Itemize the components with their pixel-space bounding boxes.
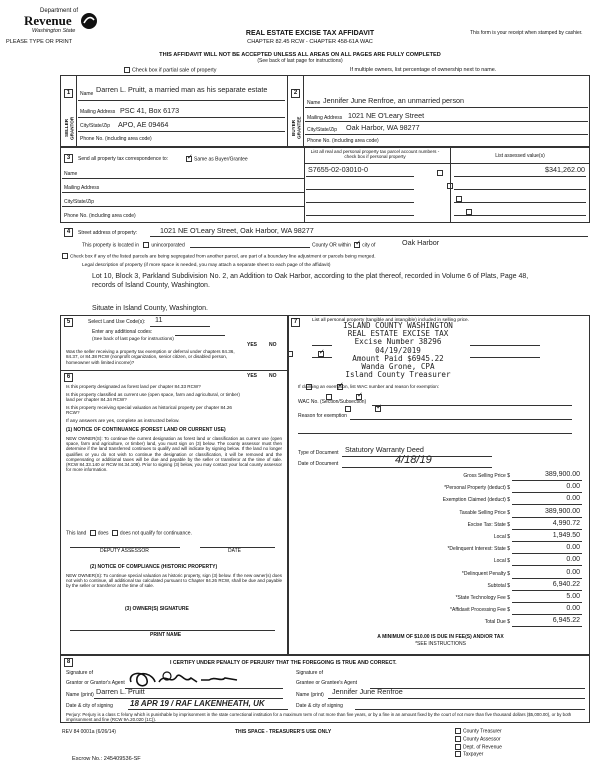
personal-property-label: List all personal property (tangible and intangible) included in selling price. xyxy=(312,318,470,323)
tax-row-value: 5.00 xyxy=(566,593,580,600)
grantee-name: Jennifer June Renfroe xyxy=(332,687,403,696)
copy-county-assessor xyxy=(455,736,502,744)
claiming-exemption: If claiming an exemption, list WAC number and reason for exemption: xyxy=(298,384,440,389)
grantor-name: Darren L. Pruitt xyxy=(96,687,145,696)
tax-row-label: Excise Tax: State $ xyxy=(467,521,510,528)
buyer-name-label: Name xyxy=(307,100,321,106)
tax-row-line xyxy=(512,504,582,505)
does-checkbox[interactable] xyxy=(90,530,96,536)
stamp-line-5: Amount Paid $6945.22 xyxy=(352,353,444,363)
section-3-number: 3 xyxy=(64,154,73,163)
stamp-line-7: Island County Treasurer xyxy=(345,370,451,380)
grantor-sig-label: Signature of xyxy=(66,670,93,676)
seller-city: APO, AE 09464 xyxy=(118,120,169,129)
copy-dept-revenue xyxy=(455,744,502,752)
minimum-note: A MINIMUM OF $10.00 IS DUE IN FEE(S) AND/OR TAX xyxy=(377,634,504,640)
buyer-city-label: City/State/Zip xyxy=(307,127,338,133)
tax-row-line xyxy=(512,602,582,603)
parcel-header: List all real and personal property tax parcel account numbers - check box if personal property xyxy=(310,149,440,160)
logo-line2: Revenue xyxy=(24,13,72,28)
tax-row-line xyxy=(512,492,582,493)
assessed-value: $341,262.00 xyxy=(545,165,585,174)
parcel-1-checkbox[interactable] xyxy=(437,170,443,176)
partial-sale-checkbox[interactable] xyxy=(124,67,130,73)
type-doc-label: Type of Document xyxy=(298,450,339,456)
land-use-see-back: (See back of last page for instructions) xyxy=(92,337,174,342)
date-doc-label: Date of Document xyxy=(298,461,339,467)
reason-label: Reason for exemption xyxy=(298,413,347,419)
tax-row-line xyxy=(512,541,582,542)
tax-row-label: *Delinquent Penalty $ xyxy=(461,570,510,577)
seller-phone-label: Phone No. (including area code) xyxy=(80,136,152,142)
section-1-number: 1 xyxy=(64,89,73,98)
seller-mailing: PSC 41, Box 6173 xyxy=(120,106,180,115)
section-5-number: 5 xyxy=(64,318,73,327)
tax-row-label: *Affidavit Processing Fee $ xyxy=(450,607,510,614)
form-subtitle: CHAPTER 82.45 RCW - CHAPTER 458-61A WAC xyxy=(247,39,373,45)
legal-label: Legal description of property (if more space is needed, you may attach a separate sheet to each page of the affidavit) xyxy=(82,263,331,268)
partial-sale[interactable] xyxy=(124,67,217,74)
grantor-date-city: 18 APR 19 / RAF LAKENHEATH, UK xyxy=(130,699,265,708)
correspondence-name-label: Name xyxy=(64,171,78,177)
perjury-note: Perjury: Perjury is a class C felony which is punishable by imprisonment in the state correctional institution for a maximum term of not more than five years, or by a fine in an amount fixed by the court of not more than five thousand dollars ($5,000.00), or by both imprisonment and fine (RCW 9A.20.020 (1C)). xyxy=(66,712,572,723)
tax-row-label: Local $ xyxy=(493,558,510,565)
copy-checkbox[interactable] xyxy=(455,736,461,742)
street-label: Street address of property: xyxy=(78,230,138,236)
city-of-label: city of xyxy=(362,242,376,249)
correspondence-mailing-label: Mailing Address xyxy=(64,185,100,191)
tax-row-line xyxy=(512,517,582,518)
tax-row-label: *Delinquent Interest: State $ xyxy=(447,546,510,553)
tax-row-line xyxy=(512,565,582,566)
s6-no-header: NO xyxy=(269,373,277,379)
tax-row-label: Total Due $ xyxy=(484,619,510,626)
situate: Situate in Island County, Washington. xyxy=(92,305,208,312)
buyer-mailing: 1021 NE O'Leary Street xyxy=(348,111,425,120)
logo-swirl-icon xyxy=(80,12,98,30)
land-use-value: 11 xyxy=(155,315,163,324)
if-yes-note: If any answers are yes, complete as instructed below. xyxy=(66,419,180,424)
grantor-name-label: Name (print) xyxy=(66,692,94,698)
tax-row-value: 0.00 xyxy=(566,483,580,491)
tax-row-value: 6,940.22 xyxy=(552,580,580,588)
city-of-value: Oak Harbor xyxy=(402,238,440,247)
type-doc-value: Statutory Warranty Deed xyxy=(345,445,424,454)
seller-grantor-label: SELLER GRANTOR xyxy=(64,116,75,140)
tax-row-label: Subtotal $ xyxy=(487,582,510,589)
copy-county-treasurer xyxy=(455,728,502,736)
tax-row-line xyxy=(512,614,582,615)
tax-row-label: Exemption Claimed (deduct) $ xyxy=(442,497,510,504)
grantee-agent-label: Grantee or Grantee's Agent xyxy=(296,680,357,686)
land-does-label: This land xyxy=(66,530,87,537)
treasurer-stamp xyxy=(318,322,478,379)
deputy-assessor: DEPUTY ASSESSOR xyxy=(100,548,149,554)
form-title: REAL ESTATE EXCISE TAX AFFIDAVIT xyxy=(245,30,375,37)
see-instructions: *SEE INSTRUCTIONS xyxy=(415,641,466,647)
notice2-text: NEW OWNER(S): To continue special valuation as historic property, sign (3) below. If the new owner(s) does not wish to continue, all additional tax calculated pursuant to Chapter 84.26 RCW, shall be due and payable by the seller or transferor at the time of sale. xyxy=(66,573,282,589)
unincorporated-label: unincorporated xyxy=(151,242,185,249)
section-6-number: 6 xyxy=(64,373,73,382)
same-as-buyer-label: Same as Buyer/Grantee xyxy=(194,156,248,163)
assessed-header: List assessed value(s) xyxy=(495,153,545,159)
segregation-note xyxy=(62,253,376,260)
tax-row-value: 0.00 xyxy=(566,568,580,576)
copy-label: County Assessor xyxy=(463,736,501,743)
section-2-number: 2 xyxy=(291,89,300,98)
see-back: (See back of last page for instructions) xyxy=(257,58,343,64)
tax-row-line xyxy=(512,626,582,627)
seller-name-label: Name xyxy=(80,91,94,97)
notice1-title: (1) NOTICE OF CONTINUANCE (FOREST LAND OR CURRENT USE) xyxy=(66,427,226,433)
county-within xyxy=(312,242,375,249)
deputy-date: DATE xyxy=(228,548,241,554)
additional-codes: Enter any additional codes: xyxy=(92,329,153,335)
buyer-name: Jennifer June Renfroe, an unmarried person xyxy=(323,96,465,105)
wac-label: WAC No. (Section/Subsection) xyxy=(298,399,367,405)
segregation-checkbox[interactable] xyxy=(62,253,68,259)
tax-row-label: *State Technology Fee $ xyxy=(455,595,510,601)
parcel-2-checkbox[interactable] xyxy=(447,183,453,189)
type-or-print: PLEASE TYPE OR PRINT xyxy=(6,39,73,45)
legal-description: Lot 10, Block 3, Parkland Subdivision No. 2, an Addition to Oak Harbor, according to the plat thereof, recorded in Volume 6 of Plats, Page 48, records of Island County, Washington. xyxy=(92,273,529,290)
tax-row-value: 0.00 xyxy=(566,556,580,564)
copy-checkbox[interactable] xyxy=(455,751,461,757)
located-label: This property is located in xyxy=(82,242,139,249)
section-7-number: 7 xyxy=(291,318,300,327)
tax-row-line xyxy=(512,529,582,530)
same-as-buyer-checkbox[interactable] xyxy=(186,156,192,162)
left-column-box xyxy=(60,315,288,655)
buyer-grantee-label: BUYER GRANTEE xyxy=(291,116,302,140)
form-revision: REV 84 0001a (6/26/14) xyxy=(62,729,116,735)
current-use-question: Is this property classified as current use (open space, farm and agricultural, or timber) land per chapter 84.34 RCW? xyxy=(66,392,240,403)
tax-row-label: *Personal Property (deduct) $ xyxy=(444,485,510,492)
tax-row-value: 0.00 xyxy=(566,605,580,613)
logo-line3: Washington State xyxy=(32,28,76,34)
parcel-number: S7655-02-03010-0 xyxy=(308,165,368,174)
tax-row-value: 1,949.50 xyxy=(552,532,580,539)
s6-yes-header: YES xyxy=(247,373,258,379)
tax-row-value: 389,900.00 xyxy=(544,507,580,515)
tax-row-line xyxy=(512,553,582,554)
tax-row-label: Taxable Selling Price $ xyxy=(459,509,510,516)
correspondence-phone-label: Phone No. (including area code) xyxy=(64,213,136,219)
owner-signature-label: (3) OWNER(S) SIGNATURE xyxy=(125,606,189,612)
tax-row-value: 389,900.00 xyxy=(544,471,580,478)
treasurer-use: THIS SPACE - TREASURER'S USE ONLY xyxy=(235,729,332,735)
correspondence-city-label: City/State/Zip xyxy=(64,199,95,205)
grantee-sig-label: Signature of xyxy=(296,670,323,676)
tax-row-label: Gross Selling Price $ xyxy=(463,473,510,479)
buyer-mailing-label: Mailing Address xyxy=(307,115,343,121)
date-doc-value: 4/18/19 xyxy=(395,454,432,466)
stamp-line-2: REAL ESTATE EXCISE TAX xyxy=(347,329,449,339)
seller-city-label: City/State/Zip xyxy=(80,123,111,129)
tax-row-line xyxy=(512,480,582,481)
copy-distribution xyxy=(455,728,502,759)
copy-checkbox[interactable] xyxy=(455,744,461,750)
tax-row-label: Local $ xyxy=(493,534,510,540)
copy-label: County Treasurer xyxy=(463,728,502,735)
stamp-line-4: 04/19/2019 xyxy=(375,345,421,355)
tax-row-line xyxy=(512,590,582,591)
warning: THIS AFFIDAVIT WILL NOT BE ACCEPTED UNLESS ALL AREAS ON ALL PAGES ARE FULLY COMPLETED xyxy=(159,52,441,58)
copy-checkbox[interactable] xyxy=(455,728,461,734)
section-4-number: 4 xyxy=(64,228,73,237)
tax-row-value: 4,990.72 xyxy=(552,519,580,527)
copy-label: Dept. of Revenue xyxy=(463,743,502,750)
does-not-checkbox[interactable] xyxy=(112,530,118,536)
receipt-note: This form is your receipt when stamped by cashier. xyxy=(470,30,583,36)
land-use-label: Select Land Use Code(s): xyxy=(88,319,146,325)
city-of-checkbox[interactable] xyxy=(354,242,360,248)
historical-question: Is this property receiving special valuation as historical property per chapter 84.26 RCW? xyxy=(66,405,232,416)
located-in xyxy=(82,242,185,249)
tax-row-value: 6,945.22 xyxy=(552,617,580,625)
s5-yes-header: YES xyxy=(247,342,258,348)
stamp-line-1: ISLAND COUNTY WASHINGTON xyxy=(343,321,453,330)
same-as-buyer[interactable] xyxy=(186,156,248,163)
send-correspondence-label: Send all property tax correspondence to: xyxy=(78,156,169,162)
seller-mailing-label: Mailing Address xyxy=(80,109,116,115)
forest-question: Is this property designated as forest land per chapter 84.33 RCW? xyxy=(66,384,201,389)
notice1-text: NEW OWNER(S): To continue the current designation as forest land or classification as current use (open space, farm and agriculture, or timber) land, you must sign on (3) below. The county assessor must then determine if the land transferred continues to qualify and will indicate by signing below. If the land no longer qualifies or you do not wish to continue the designation or classification, it will be removed and the compensating or additional taxes will be due and payable by the seller or transferor at the time of sale. (RCW 84.33.140 or RCW 84.34.108). Prior to signing (3) below, you may contact your local county assessor for more information. xyxy=(66,436,282,473)
does-not-label: does not qualify for continuance. xyxy=(119,530,192,537)
multiple-owners: If multiple owners, list percentage of ownership next to name. xyxy=(350,67,497,73)
section-8-number: 8 xyxy=(64,658,73,667)
street-value: 1021 NE O'Leary Street, Oak Harbor, WA 98277 xyxy=(160,226,314,235)
does-label: does xyxy=(97,530,109,537)
partial-sale-label: Check box if partial sale of property xyxy=(132,67,217,74)
stamp-line-6: Wanda Grone, CPA xyxy=(361,361,435,371)
s5-no-header: NO xyxy=(269,342,277,348)
grantee-date-city-label: Date & city of signing xyxy=(296,703,343,709)
tax-row-value: 0.00 xyxy=(566,495,580,503)
grantor-agent-label: Grantor or Grantor's Agent xyxy=(66,680,125,686)
tax-row-line xyxy=(512,578,582,579)
land-qualify xyxy=(66,530,192,537)
copy-label: Taxpayer xyxy=(463,751,484,758)
buyer-phone-label: Phone No. (including area code) xyxy=(307,138,379,144)
copy-taxpayer xyxy=(455,751,502,759)
unincorporated-checkbox[interactable] xyxy=(143,242,149,248)
logo-line1: Department of xyxy=(40,8,79,14)
stamp-line-3: Excise Number 38296 xyxy=(354,337,442,347)
seller-name: Darren L. Pruitt, a married man as his separate estate xyxy=(96,85,268,94)
county-label: County OR within xyxy=(312,242,351,249)
notice2-title: (2) NOTICE OF COMPLIANCE (HISTORIC PROPERTY) xyxy=(90,564,218,570)
segregation-label: Check box if any of the listed parcels are being segregated from another parcel, are part of a boundary line adjustment or parcels being merged. xyxy=(70,254,376,260)
exemption-question: Was the seller receiving a property tax exemption or deferral under chapters 84.36, 84.37, or 84.38 RCW (nonprofit organization, senior citizen, or disabled person, homeowner with limited income)? xyxy=(66,349,235,365)
grantee-name-label: Name (print) xyxy=(296,692,324,698)
escrow-number: Escrow No.: 245409536-SF xyxy=(72,756,141,762)
certify: I CERTIFY UNDER PENALTY OF PERJURY THAT THE FOREGOING IS TRUE AND CORRECT. xyxy=(170,660,397,666)
grantor-date-city-label: Date & city of signing xyxy=(66,703,113,709)
print-name-label: PRINT NAME xyxy=(150,632,182,638)
buyer-city: Oak Harbor, WA 98277 xyxy=(346,123,420,132)
tax-row-value: 0.00 xyxy=(566,544,580,552)
